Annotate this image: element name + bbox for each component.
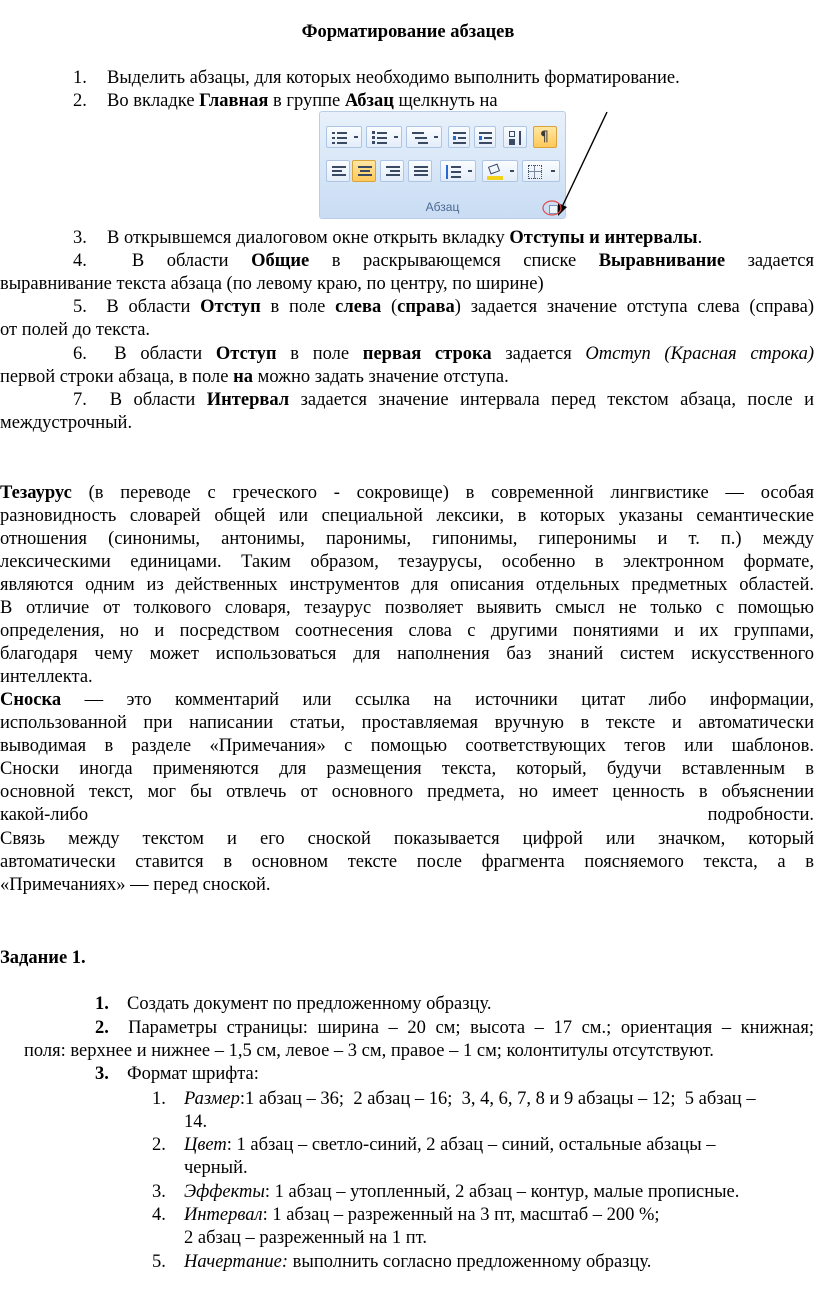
show-formatting-marks-button[interactable]: ¶: [533, 126, 557, 148]
footnote-line-1: Сноска — это комментарий или ссылка на источники цитат либо информации,: [0, 690, 815, 710]
font-subitem-5: 5. Начертание: выполнить согласно предложенному образцу.: [152, 1252, 652, 1272]
footnote-term: Сноска: [0, 690, 62, 710]
step-3: [73, 227, 703, 250]
thesaurus-line-5: являются одним из действенных инструментов для описания отдельных предметных областей.: [0, 575, 814, 595]
step-5: 5. В области Отступ в поле слева (справа) задается значение отступа слева (справа): [73, 297, 815, 317]
paragraph-group-ribbon: [319, 111, 566, 219]
page-title: Форматирование абзацев: [301, 22, 515, 42]
font-subitem-4: 4. Интервал: 1 абзац – разреженный на 3 пт, масштаб – 200 %;: [152, 1205, 660, 1225]
step-text: Во вкладке Главная в группе Абзац щелкнуть на: [107, 91, 498, 111]
sort-button[interactable]: [503, 126, 527, 148]
decrease-indent-button[interactable]: [448, 126, 470, 148]
thesaurus-line-7: определения, но и посредством соотнесения слова с другими понятиями и их группами,: [0, 621, 814, 641]
task-item-1: [95, 993, 492, 1016]
bullets-button[interactable]: [326, 126, 362, 148]
shading-button[interactable]: [482, 160, 518, 182]
footnote-line-8: автоматически ставится в основном тексте после фрагмента поясняемого текста, а в: [0, 852, 814, 872]
step-4: 4. В области Общие в раскрывающемся списке Выравнивание задается: [73, 251, 814, 271]
step-7-cont: междустрочный.: [0, 413, 133, 433]
thesaurus-line-8: благодаря чему может использоваться для наполнения баз знаний систем искусственного: [0, 644, 814, 664]
align-center-button[interactable]: [352, 160, 376, 182]
justify-button[interactable]: [408, 160, 432, 182]
step-1: [73, 67, 680, 90]
increase-indent-button[interactable]: [474, 126, 496, 148]
align-left-button[interactable]: [326, 160, 350, 182]
font-subitem-3: 3. Эффекты: 1 абзац – утопленный, 2 абзац – контур, малые прописные.: [152, 1182, 740, 1202]
footnote-line-4: Сноски иногда применяются для размещения текста, который, будучи вставленным в: [0, 759, 814, 779]
task-item-3: [95, 1063, 259, 1086]
task-heading: Задание 1.: [0, 948, 86, 968]
step-text: В открывшемся диалоговом окне открыть вкладку Отступы и интервалы.: [107, 228, 703, 248]
footnote-line-6a: какой-либо: [0, 805, 89, 825]
task-item-2: 2. Параметры страницы: ширина – 20 см; высота – 17 см.; ориентация – книжная;: [95, 1018, 814, 1038]
font-subitem-1-cont: 14.: [184, 1112, 208, 1132]
arrow-icon: [540, 108, 620, 223]
step-2: [73, 90, 498, 113]
group-label: Абзац: [425, 200, 460, 214]
line-spacing-button[interactable]: [440, 160, 476, 182]
font-subitem-4-cont: 2 абзац – разреженный на 1 пт.: [184, 1228, 427, 1248]
task-number: 3.: [95, 1064, 109, 1084]
task-text: Создать документ по предложенному образцу.: [127, 994, 492, 1014]
step-6: 6. В области Отступ в поле первая строка задается Отступ (Красная строка): [73, 344, 814, 364]
footnote-line-3: выводимая в разделе «Примечания» с помощью соответствующих тегов или шаблонов.: [0, 736, 814, 756]
task-number: 1.: [95, 994, 109, 1014]
thesaurus-line-4: лексическими единицами. Таким образом, тезаурусы, особенно в электронном формате,: [0, 552, 814, 572]
font-subitem-2: 2. Цвет: 1 абзац – светло-синий, 2 абзац – синий, остальные абзацы –: [152, 1135, 716, 1155]
step-4-cont: выравнивание текста абзаца (по левому краю, по центру, по ширине): [0, 274, 544, 294]
step-number: 1.: [73, 68, 87, 88]
step-6-cont: первой строки абзаца, в поле на можно задать значение отступа.: [0, 367, 509, 387]
footnote-line-6b: подробности.: [707, 805, 814, 825]
thesaurus-line-9: интеллекта.: [0, 667, 93, 687]
step-text: Выделить абзацы, для которых необходимо выполнить форматирование.: [107, 68, 680, 88]
footnote-line-5: основной текст, мог бы отвлечь от основного предмета, но имеет ценность в объяснении: [0, 782, 814, 802]
step-7: 7. В области Интервал задается значение интервала перед текстом абзаца, после и: [73, 390, 815, 410]
task-text: Формат шрифта:: [127, 1064, 259, 1084]
align-right-button[interactable]: [380, 160, 404, 182]
thesaurus-line-3: отношения (синонимы, антонимы, паронимы, гипонимы, гиперонимы и т. п.) между: [0, 529, 814, 549]
thesaurus-line-6: В отличие от толкового словаря, тезаурус позволяет выявить смысл не только с помощью: [0, 598, 814, 618]
multilevel-list-button[interactable]: [406, 126, 442, 148]
numbering-button[interactable]: [366, 126, 402, 148]
footnote-line-2: использованной при написании статьи, проставляемая вручную в тексте и автоматически: [0, 713, 814, 733]
footnote-line-9: «Примечаниях» — перед сноской.: [0, 875, 271, 895]
task-item-2-cont: поля: верхнее и нижнее – 1,5 см, левое – 3 см, правое – 1 см; колонтитулы отсутствуют.: [24, 1041, 714, 1061]
font-subitem-1: 1. Размер:1 абзац – 36; 2 абзац – 16; 3, 4, 6, 7, 8 и 9 абзацы – 12; 5 абзац –: [152, 1089, 756, 1109]
font-subitem-2-cont: черный.: [184, 1158, 248, 1178]
footnote-line-7: Связь между текстом и его сноской показывается цифрой или значком, который: [0, 829, 814, 849]
thesaurus-line-2: разновидность словарей общей или специальной лексики, в которых указаны семантические: [0, 506, 814, 526]
step-number: 2.: [73, 91, 87, 111]
step-5-cont: от полей до текста.: [0, 320, 151, 340]
thesaurus-line-1: Тезаурус (в переводе с греческого - сокровище) в современной лингвистике — особая: [0, 483, 815, 503]
thesaurus-term: Тезаурус: [0, 483, 72, 503]
step-number: 3.: [73, 228, 87, 248]
